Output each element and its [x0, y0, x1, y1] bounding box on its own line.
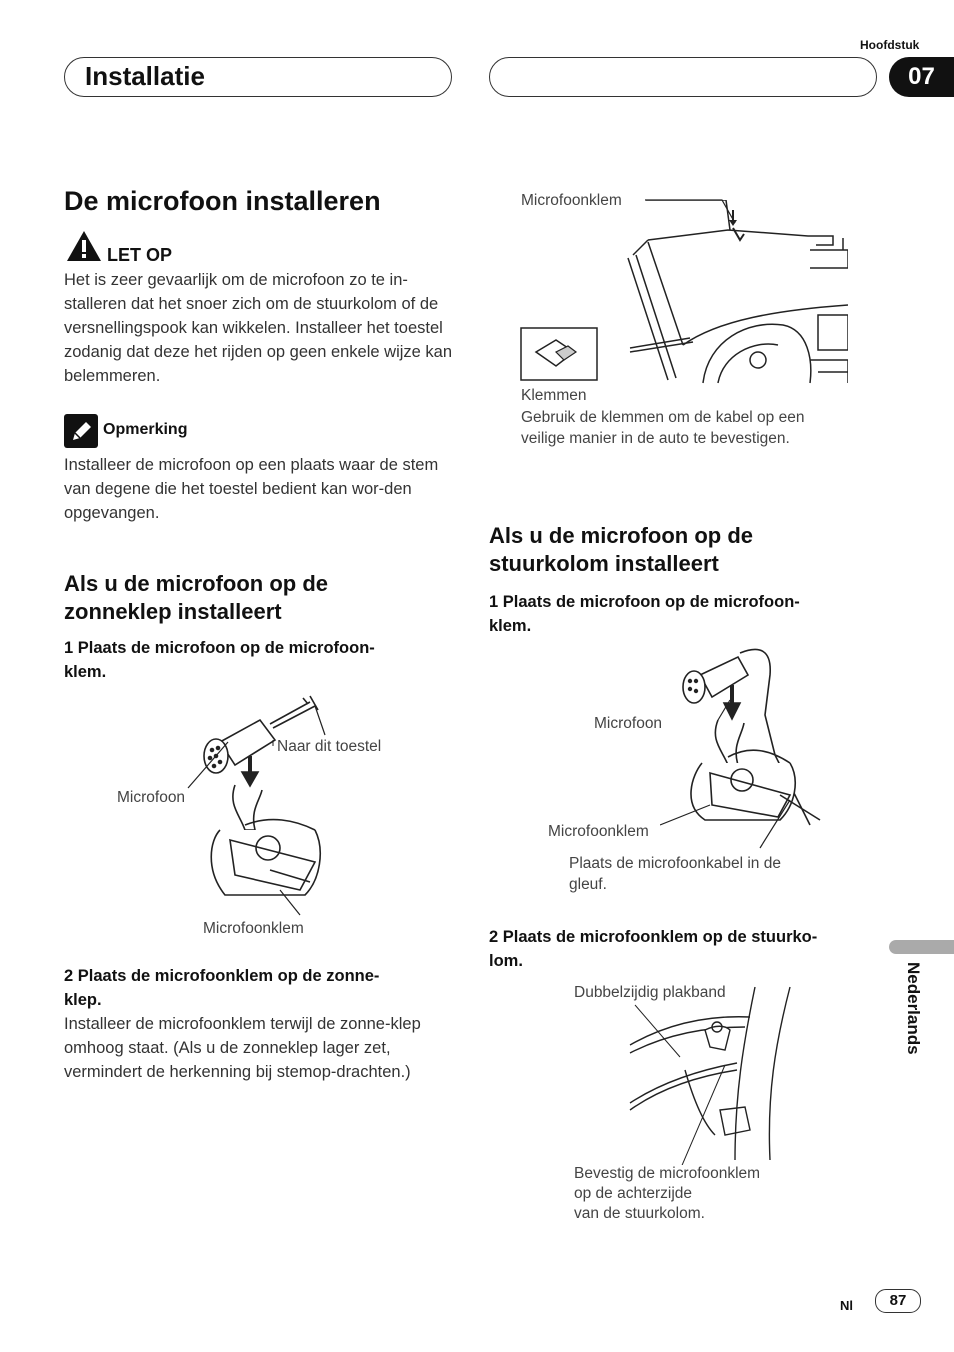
column-label-tape: Dubbelzijdig plakband — [574, 984, 726, 1001]
section-title: Installatie — [85, 61, 205, 91]
header-empty-pill — [489, 57, 877, 97]
car-label-leader — [640, 195, 740, 225]
column-label-back-line3: van de stuurkolom. — [574, 1205, 705, 1222]
column-label-slot — [569, 853, 781, 895]
visor-section-title — [64, 570, 328, 626]
car-caption: Gebruik de klemmen om de kabel op een veilige manier in de auto te bevestigen. — [521, 409, 805, 447]
column-label-back — [574, 1164, 760, 1224]
column-label-slot-line2: gleuf. — [569, 876, 607, 893]
column-fig-leaders — [660, 680, 820, 880]
chapter-label: Hoofdstuk — [860, 38, 920, 52]
warning-icon — [66, 230, 102, 262]
car-interior-figure — [518, 200, 848, 390]
visor-step2-line1: 2 Plaats de microfoonklem op de zonne- — [64, 967, 380, 985]
column-step1-line2: klem. — [489, 617, 532, 635]
column-section-title — [489, 522, 753, 578]
column-step1-line1: 1 Plaats de microfoon op de microfoon- — [489, 593, 800, 611]
note-title: Opmerking — [103, 421, 188, 438]
column-step1 — [489, 590, 800, 638]
column-label-clip: Microfoonklem — [548, 823, 649, 840]
visor-title-line2: zonneklep installeert — [64, 599, 282, 624]
column-label-slot-line1: Plaats de microfoonkabel in de — [569, 855, 781, 872]
visor-label-cable: Naar dit toestel — [277, 738, 382, 755]
column-step2 — [489, 925, 817, 973]
language-tab-marker — [889, 940, 954, 954]
caution-title: LET OP — [107, 245, 173, 265]
footer-lang-code: Nl — [840, 1298, 853, 1313]
language-side-label — [893, 962, 933, 1082]
visor-label-mic: Microfoon — [117, 789, 186, 806]
note-text: Installeer de microfoon op een plaats waar de stem van degene die het toestel bedient kan wor-den opgevangen. — [64, 456, 439, 522]
column-label-mic: Microfoon — [594, 715, 663, 732]
visor-step2-line2: klep. — [64, 991, 102, 1009]
pencil-icon — [64, 414, 98, 448]
page-title: De microfoon installeren — [64, 186, 381, 216]
visor-step2 — [64, 964, 379, 1012]
visor-step2-text: Installeer de microfoonklem terwijl de zonne-klep omhoog staat. (Als u de zonneklep lager zet, vermindert de herkenning bij stemop-drachten.) — [64, 1015, 421, 1081]
language-side-text: Nederlands — [904, 962, 923, 1055]
car-label-clip: Microfoonklem — [521, 192, 622, 209]
visor-step1-line2: klem. — [64, 663, 107, 681]
steering-column-figure — [625, 985, 805, 1165]
visor-title-line1: Als u de microfoon op de — [64, 571, 329, 596]
car-label-clamps: Klemmen — [521, 387, 587, 404]
column-step2-line2: lom. — [489, 952, 523, 970]
visor-step1-line1: 1 Plaats de microfoon op de microfoon- — [64, 639, 375, 657]
visor-label-clip: Microfoonklem — [203, 920, 304, 937]
chapter-number: 07 — [889, 57, 954, 97]
column-title-line2: stuurkolom installeert — [489, 551, 719, 576]
column-title-line1: Als u de microfoon op de — [489, 523, 754, 548]
visor-step1 — [64, 636, 375, 684]
column-label-back-line1: Bevestig de microfoonklem — [574, 1165, 761, 1182]
visor-mic-clip-figure — [110, 690, 450, 940]
column-label-back-line2: op de achterzijde — [574, 1185, 693, 1202]
caution-text: Het is zeer gevaarlijk om de microfoon zo te in-stalleren dat het snoer zich om de stuurkolom of de versnellingspook kan wikkelen. Installeer het toestel zodanig dat deze het rijden op geen enkele wijze kan belemmeren. — [64, 271, 453, 385]
page-number: 87 — [875, 1289, 921, 1313]
section-header-pill — [64, 57, 452, 97]
column-step2-line1: 2 Plaats de microfoonklem op de stuurko- — [489, 928, 818, 946]
